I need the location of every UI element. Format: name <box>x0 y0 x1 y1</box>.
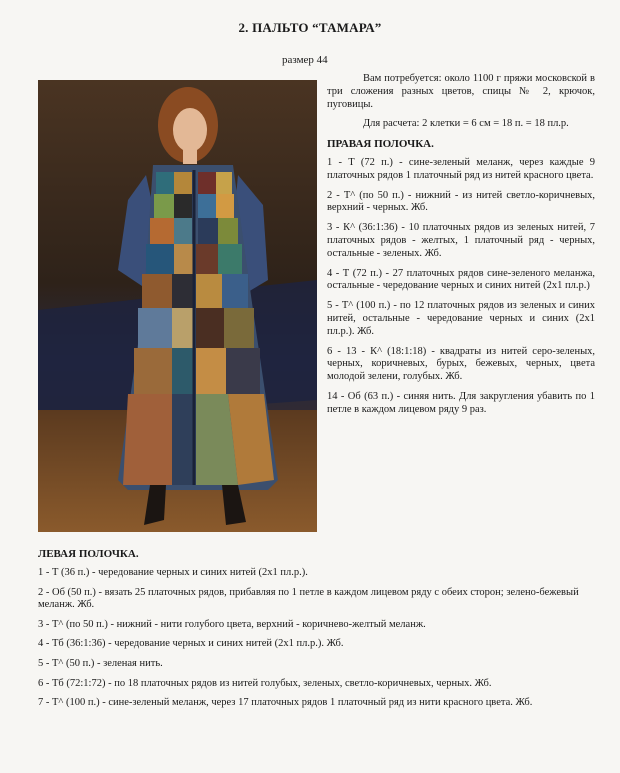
right-front-item: 6 - 13 - К^ (18:1:18) - квадраты из нитей серо-зеленых, черных, коричневых, бурых, бежевых, черных, цвета молодой зелени, голубых. Жб. <box>327 345 595 383</box>
right-front-item: 4 - Т (72 п.) - 27 платочных рядов сине-зеленого меланжа, остальные - чередование черных и синих нитей (2х1 пл.р.) <box>327 267 595 292</box>
right-front-heading: ПРАВАЯ ПОЛОЧКА. <box>327 138 434 151</box>
left-front-item: 3 - Т^ (по 50 п.) - нижний - нити голубого цвета, верхний - коричнево-желтый меланж. <box>38 618 426 630</box>
left-front-item: 2 - Об (50 п.) - вязать 25 платочных рядов, прибавляя по 1 петле в каждом лицевом ряду с обеих сторон; зелено-бежевый меланж. Жб. <box>38 586 579 611</box>
size-label: размер 44 <box>282 54 328 66</box>
coat-photo <box>38 80 317 532</box>
left-front-item: 7 - Т^ (100 п.) - сине-зеленый меланж, через 17 платочных рядов 1 платочный ряд из нити красного цвета. Жб. <box>38 697 533 709</box>
requirements-text: Вам потребуется: около 1100 г пряжи московской в три сложения разных цветов, спицы № 2, крючок, пуговицы. <box>327 73 595 110</box>
left-front-list <box>38 567 598 717</box>
left-front-item: 1 - Т (36 п.) - чередование черных и синих нитей (2х1 пл.р.). <box>38 567 308 578</box>
left-front-item: 6 - Тб (72:1:72) - по 18 платочных рядов из нитей голубых, зеленых, светло-коричневых, черных. Жб. <box>38 677 492 689</box>
right-front-item: 14 - Об (63 п.) - синяя нить. Для закругления убавить по 1 петле в каждом лицевом ряду 9 раз. <box>327 390 595 415</box>
left-front-item: 5 - Т^ (50 п.) - зеленая нить. <box>38 657 163 669</box>
right-column <box>327 73 595 424</box>
right-front-item: 5 - Т^ (100 п.) - по 12 платочных рядов из зеленых и синих нитей, остальные - чередование черных и синих (2х1 пл.р.). Жб. <box>327 300 595 337</box>
right-front-item: 2 - Т^ (по 50 п.) - нижний - из нитей светло-коричневых, верхний - черных. Жб. <box>327 189 595 214</box>
left-front-heading: ЛЕВАЯ ПОЛОЧКА. <box>38 548 139 560</box>
calculation-text: Для расчета: 2 клетки = 6 см = 18 п. = 18 пл.р. <box>363 118 569 130</box>
page-title: 2. ПАЛЬТО “ТАМАРА” <box>238 20 382 35</box>
right-front-item: 1 - Т (72 п.) - сине-зеленый меланж, через каждые 9 платочных рядов 1 платочный ряд из нитей красного цвета. <box>327 156 595 181</box>
left-front-item: 4 - Тб (36:1:36) - чередование черных и синих нитей (2х1 пл.р.). Жб. <box>38 638 344 650</box>
right-front-item: 3 - К^ (36:1:36) - 10 платочных рядов из зеленых нитей, 7 платочных рядов - желтых, 1 платочный ряд - черных, остальные - зеленых. Жб. <box>327 222 595 259</box>
